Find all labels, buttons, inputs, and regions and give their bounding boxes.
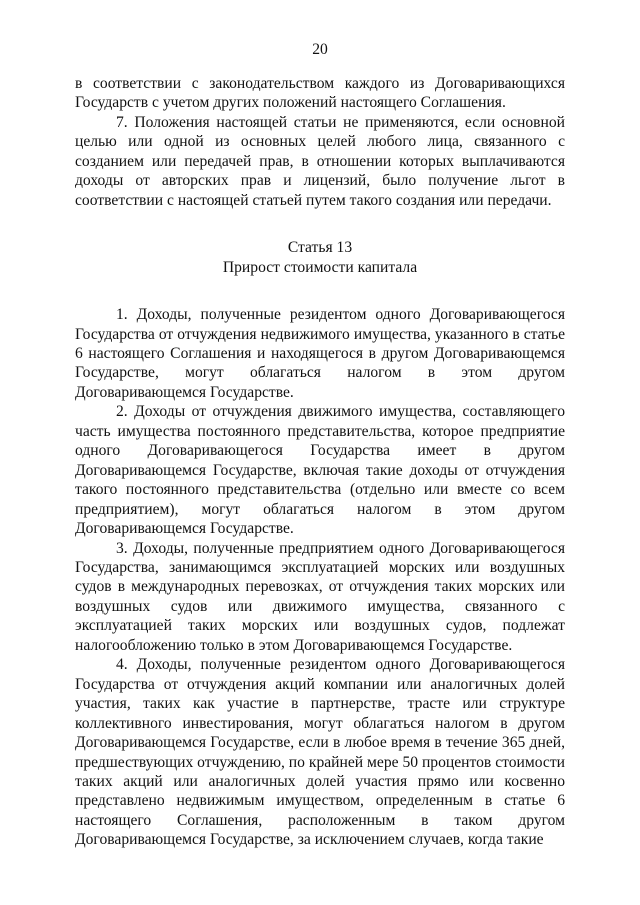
paragraph-3: 3. Доходы, полученные предприятием одного Договаривающегося Государства, занимающимся эксплуатацией морских или воздушных судов в международных перевозках, от отчуждения таких морских или воздушных судов или движимого имущества, связанного с эксплуатацией таких морских или воздушных судов, подлежат налогообложению только в этом Договаривающемся Государстве. — [75, 539, 565, 654]
article-heading — [75, 238, 565, 277]
article-number: Статья 13 — [287, 239, 353, 257]
page-number: 20 — [312, 41, 328, 58]
paragraph-2: 2. Доходы от отчуждения движимого имущества, составляющего часть имущества постоянного представительства, которое предприятие одного Договаривающегося Государства имеет в другом Договаривающемся Государстве, включая такие доходы от отчуждения такого постоянного представительства (отдельно или вместе со всем предприятием), могут облагаться налогом в этом другом Договаривающемся Государстве. — [75, 403, 565, 538]
article-spacing — [75, 277, 565, 305]
article-title: Прирост стоимости капитала — [222, 258, 418, 276]
paragraph-4: 4. Доходы, полученные резидентом одного Договаривающегося Государства от отчуждения акций компании или аналогичных долей участия, таких как участие в партнерстве, трасте или структуре коллективного инвестирования, могут облагаться налогом в другом Договаривающемся Государстве, если в любое время в течение 365 дней, предшествующих отчуждению, по крайней мере 50 процентов стоимости таких акций или аналогичных долей участия прямо или косвенно представлено недвижимым имуществом, определенным в статье 6 настоящего Соглашения, расположенным в таком другом Договаривающемся Государстве, за исключением случаев, когда такие — [75, 656, 565, 849]
paragraph-7: 7. Положения настоящей статьи не применяются, если основной целью или одной из основных целей любого лица, связанного с созданием или передачей прав, в отношении которых выплачиваются доходы от авторских прав и лицензий, было получение льгот в соответствии с настоящей статьей путем такого создания или передачи. — [75, 113, 565, 209]
document-body — [75, 74, 565, 850]
paragraph-continuation: в соответствии с законодательством каждого из Договаривающихся Государств с учетом других положений настоящего Соглашения. — [75, 75, 565, 112]
paragraph-1: 1. Доходы, полученные резидентом одного Договаривающегося Государства от отчуждения недвижимого имущества, указанного в статье 6 настоящего Соглашения и находящегося в другом Договаривающемся Государстве, могут облагаться налогом в этом другом Договаривающемся Государстве. — [75, 306, 565, 401]
